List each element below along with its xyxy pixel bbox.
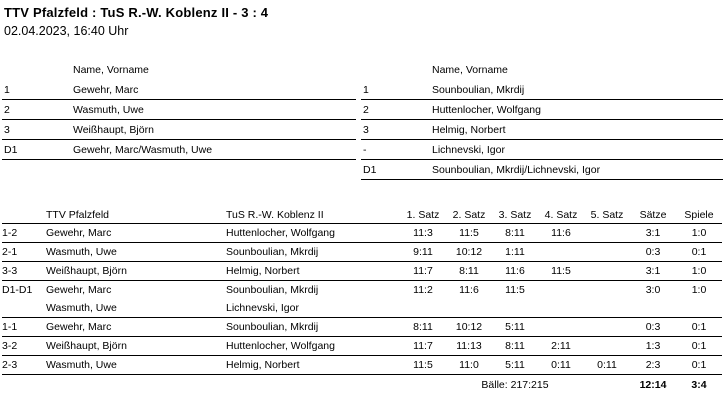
lineup-player-name: Weißhaupt, Björn: [73, 120, 356, 140]
result-away-player: Helmig, Norbert: [226, 356, 400, 375]
result-away-player: Sounboulian, Mkrdij: [226, 284, 319, 296]
result-row: [2, 262, 722, 281]
lineup-player-name: Lichnevski, Igor: [432, 140, 723, 160]
lineup-row: [2, 80, 356, 100]
result-saetze: 2:3: [630, 356, 676, 375]
lineup-player-name: Wasmuth, Uwe: [73, 100, 356, 120]
result-away-player: Huttenlocher, Wolfgang: [226, 224, 400, 243]
result-saetze: 0:3: [630, 318, 676, 337]
result-saetze: 0:3: [630, 243, 676, 262]
result-saetze: 3:1: [630, 262, 676, 281]
lineup-position: -: [361, 140, 432, 160]
result-home-player: Weißhaupt, Björn: [46, 262, 226, 281]
col-header-spiele: Spiele: [676, 206, 722, 224]
result-set-3: 1:11: [492, 243, 538, 262]
col-header-set-3: 3. Satz: [492, 206, 538, 224]
lineup-row: [361, 120, 723, 140]
result-set-1: 11:7: [400, 337, 446, 356]
lineup-row: [361, 140, 723, 160]
result-away-player: Sounboulian, Mkrdij: [226, 243, 400, 262]
lineup-player-name: Gewehr, Marc: [73, 80, 356, 100]
result-spiele: 1:0: [676, 262, 722, 281]
result-saetze: 1:3: [630, 337, 676, 356]
lineup-position: 2: [361, 100, 432, 120]
lineup-row: [2, 120, 356, 140]
lineup-row: [2, 100, 356, 120]
result-set-1: 11:7: [400, 262, 446, 281]
lineup-player-name: Sounboulian, Mkrdij/Lichnevski, Igor: [432, 160, 723, 180]
result-set-5: 0:11: [584, 356, 630, 375]
result-row: [2, 243, 722, 262]
col-header-home-team: TTV Pfalzfeld: [46, 206, 226, 224]
lineup-header-row: [361, 60, 723, 80]
col-header-set-2: 2. Satz: [446, 206, 492, 224]
result-spiele: 1:0: [691, 284, 707, 296]
result-set-2: 11:5: [446, 224, 492, 243]
result-set-5: [584, 262, 630, 281]
lineup-row: [361, 80, 723, 100]
results-table: [2, 206, 722, 395]
totals-row: [2, 375, 722, 396]
result-match: 1-1: [2, 318, 46, 337]
result-set-2: 11:6: [459, 284, 479, 296]
result-home-player: Gewehr, Marc: [46, 318, 226, 337]
result-match: 2-3: [2, 356, 46, 375]
total-baelle: Bälle: 217:215: [481, 379, 549, 391]
page-title: TTV Pfalzfeld : TuS R.-W. Koblenz II - 3 : 4: [4, 5, 269, 20]
result-away-player: Sounboulian, Mkrdij: [226, 318, 400, 337]
result-set-1: 8:11: [400, 318, 446, 337]
result-away-player: Helmig, Norbert: [226, 262, 400, 281]
result-set-2: 11:0: [446, 356, 492, 375]
result-row-continuation: [2, 299, 722, 318]
result-row: [2, 337, 722, 356]
col-header-set-1: 1. Satz: [400, 206, 446, 224]
result-set-1: 11:2: [413, 284, 433, 296]
result-set-4: [538, 243, 584, 262]
lineup-player-name: Helmig, Norbert: [432, 120, 723, 140]
result-match: 3-3: [2, 262, 46, 281]
results-header-row: [2, 206, 722, 224]
result-set-5: [584, 318, 630, 337]
result-set-3: 11:5: [505, 284, 525, 296]
lineup-player-name: Gewehr, Marc/Wasmuth, Uwe: [73, 140, 356, 160]
lineup-row: [361, 160, 723, 180]
result-saetze: 3:0: [645, 284, 661, 296]
lineup-position: 2: [2, 100, 73, 120]
result-home-player: Wasmuth, Uwe: [46, 356, 226, 375]
result-set-5: [584, 281, 630, 300]
result-home-player: Wasmuth, Uwe: [46, 243, 226, 262]
lineup-position: 1: [361, 80, 432, 100]
result-home-player: Gewehr, Marc: [46, 224, 226, 243]
result-set-4: 11:5: [538, 262, 584, 281]
result-match: 1-2: [2, 224, 46, 243]
result-set-3: 8:11: [492, 337, 538, 356]
lineup-player-name: Huttenlocher, Wolfgang: [432, 100, 723, 120]
result-set-5: [584, 224, 630, 243]
col-header-set-4: 4. Satz: [538, 206, 584, 224]
result-set-1: 11:5: [400, 356, 446, 375]
result-match: D1-D1: [2, 284, 33, 296]
result-match: 3-2: [2, 337, 46, 356]
col-header-saetze: Sätze: [630, 206, 676, 224]
result-row: [2, 356, 722, 375]
result-set-3: 5:11: [492, 356, 538, 375]
col-header-away-team: TuS R.-W. Koblenz II: [226, 206, 400, 224]
result-match: 2-1: [2, 243, 46, 262]
result-spiele: 1:0: [676, 224, 722, 243]
lineup-position: D1: [2, 140, 73, 160]
match-datetime: 02.04.2023, 16:40 Uhr: [4, 24, 129, 38]
lineup-row: [2, 140, 356, 160]
lineup-header-name: Name, Vorname: [73, 64, 149, 76]
col-header-match: [2, 206, 46, 224]
result-saetze: 3:1: [630, 224, 676, 243]
result-set-2: 10:12: [446, 243, 492, 262]
lineup-position: 3: [361, 120, 432, 140]
home-lineup-table: [2, 60, 356, 160]
result-spiele: 0:1: [676, 318, 722, 337]
result-set-2: 11:13: [446, 337, 492, 356]
result-row: [2, 281, 722, 300]
total-saetze: 12:14: [639, 379, 667, 391]
result-set-2: 10:12: [446, 318, 492, 337]
result-set-5: [584, 243, 630, 262]
result-away-player: Lichnevski, Igor: [226, 299, 400, 318]
result-set-4: [538, 281, 584, 300]
result-home-player: Gewehr, Marc: [46, 284, 112, 296]
lineup-row: [361, 100, 723, 120]
away-lineup-table: [361, 60, 723, 180]
lineup-player-name: Sounboulian, Mkrdij: [432, 80, 723, 100]
result-row: [2, 224, 722, 243]
result-spiele: 0:1: [676, 337, 722, 356]
result-set-4: 2:11: [538, 337, 584, 356]
result-set-4: 0:11: [538, 356, 584, 375]
lineup-header-name: Name, Vorname: [432, 64, 508, 76]
result-home-player: Weißhaupt, Björn: [46, 337, 226, 356]
result-home-player: Wasmuth, Uwe: [46, 299, 226, 318]
result-set-2: 8:11: [446, 262, 492, 281]
lineup-position: 1: [2, 80, 73, 100]
result-set-3: 8:11: [492, 224, 538, 243]
lineup-position: 3: [2, 120, 73, 140]
result-set-1: 9:11: [400, 243, 446, 262]
result-spiele: 0:1: [676, 243, 722, 262]
result-row: [2, 318, 722, 337]
result-set-5: [584, 337, 630, 356]
result-set-4: 11:6: [538, 224, 584, 243]
lineup-position: D1: [361, 160, 432, 180]
result-spiele: 0:1: [676, 356, 722, 375]
result-set-1: 11:3: [400, 224, 446, 243]
lineup-header-row: [2, 60, 356, 80]
result-away-player: Huttenlocher, Wolfgang: [226, 337, 400, 356]
total-spiele: 3:4: [691, 379, 707, 391]
col-header-set-5: 5. Satz: [584, 206, 630, 224]
result-set-4: [538, 318, 584, 337]
result-set-3: 11:6: [492, 262, 538, 281]
result-set-3: 5:11: [492, 318, 538, 337]
